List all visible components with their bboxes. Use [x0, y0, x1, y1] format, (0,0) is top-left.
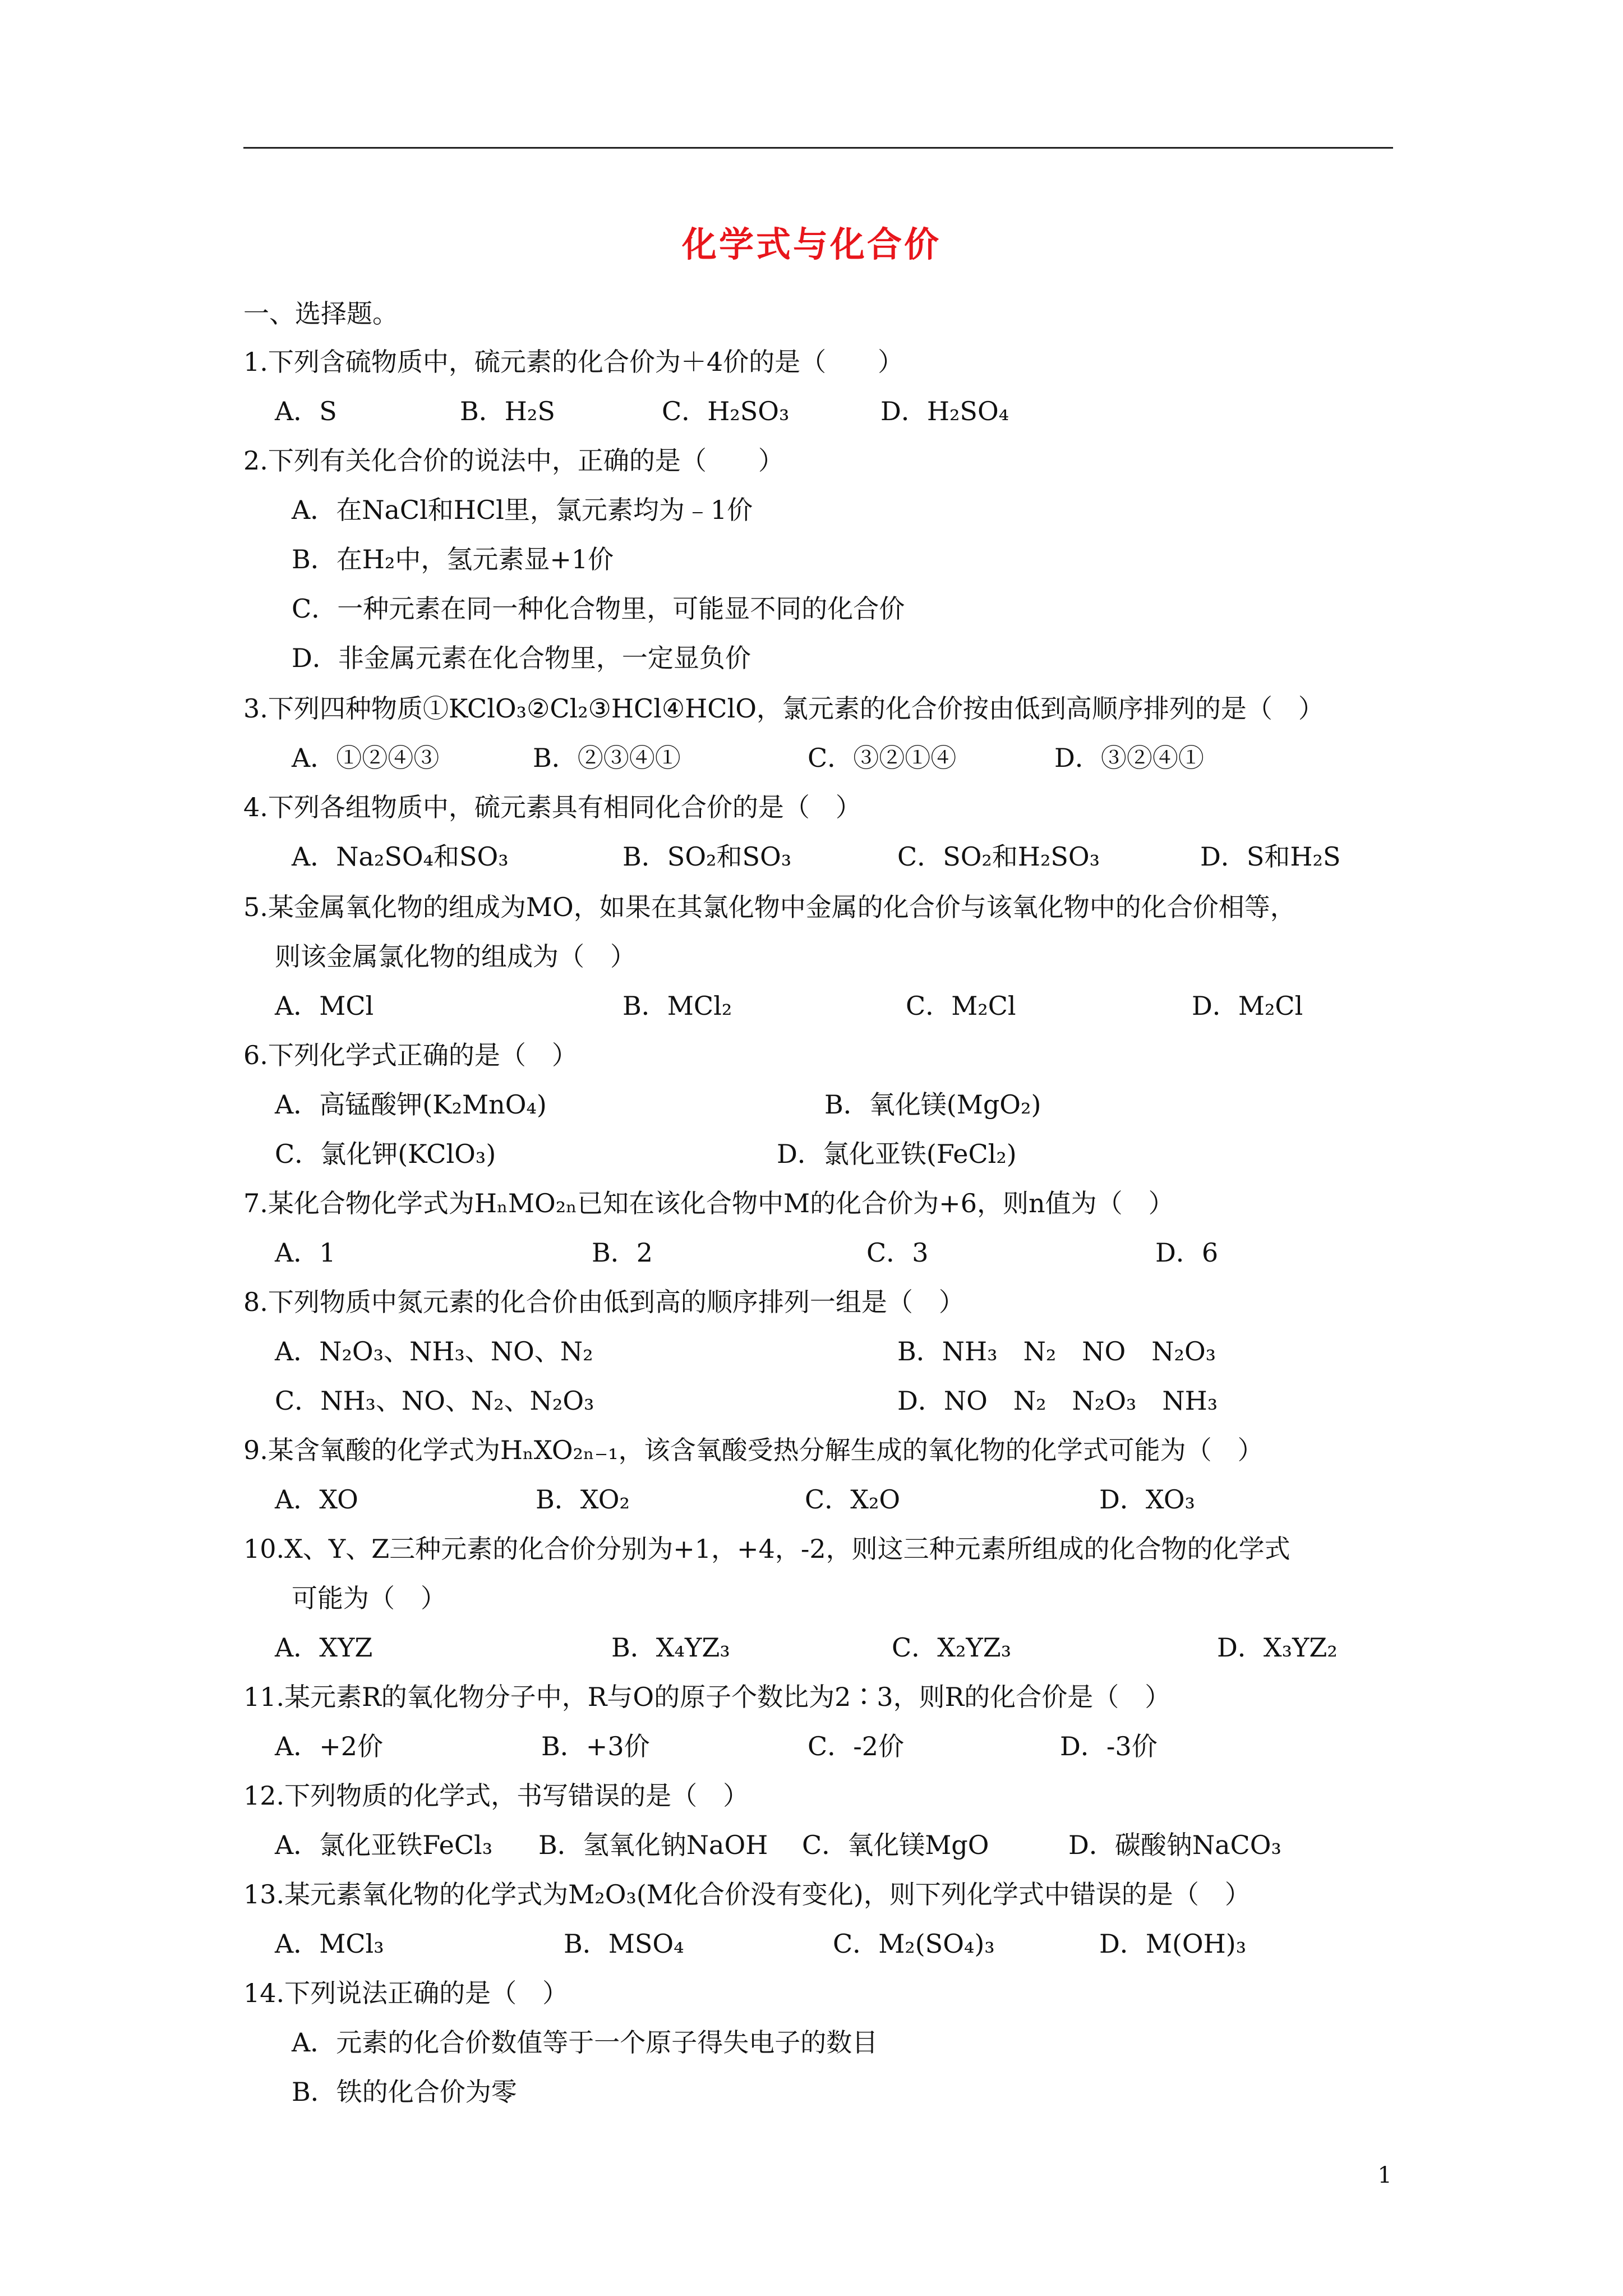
q8-option-b: B．NH₃ N₂ NO N₂O₃: [897, 1336, 1216, 1366]
q6-option-a: A．高锰酸钾(K₂MnO₄): [275, 1089, 547, 1120]
q14-option-b: B．铁的化合价为零: [292, 2077, 517, 2107]
q6-option-b: B．氧化镁(MgO₂): [824, 1089, 1041, 1120]
q3-option-b: B．②③④①: [533, 743, 681, 773]
question-4-stem: 4.下列各组物质中，硫元素具有相同化合价的是（ ）: [243, 792, 861, 822]
q9-option-b: B．XO₂: [536, 1484, 630, 1515]
q5-option-d: D．M₂Cl: [1192, 991, 1303, 1021]
q12-option-d: D．碳酸钠NaCO₃: [1068, 1830, 1281, 1860]
q10-option-b: B．X₄YZ₃: [611, 1632, 730, 1663]
q13-option-a: A．MCl₃: [275, 1929, 384, 1959]
q3-option-a: A．①②④③: [292, 743, 440, 773]
question-14-stem: 14.下列说法正确的是（ ）: [243, 1978, 569, 2008]
q4-option-b: B．SO₂和SO₃: [623, 841, 792, 872]
question-11-stem: 11.某元素R的氧化物分子中，R与O的原子个数比为2∶3，则R的化合价是（ ）: [243, 1682, 1171, 1712]
q10-option-a: A．XYZ: [275, 1632, 373, 1663]
question-3-stem: 3.下列四种物质①KClO₃②Cl₂③HCl④HClO，氯元素的化合价按由低到高顺序排列的是（ ）: [243, 693, 1324, 724]
q12-option-b: B．氢氧化钠NaOH: [538, 1830, 768, 1860]
question-12-stem: 12.下列物质的化学式，书写错误的是（ ）: [243, 1780, 749, 1811]
q2-option-d: D．非金属元素在化合物里，一定显负价: [292, 643, 751, 673]
q6-option-c: C．氯化钾(KClO₃): [275, 1139, 496, 1169]
question-5-stem-cont: 则该金属氯化物的组成为（ ）: [275, 941, 636, 972]
header-rule: [243, 147, 1393, 149]
q6-option-d: D．氯化亚铁(FeCl₂): [777, 1139, 1017, 1169]
question-10-stem: 10.X、Y、Z三种元素的化合价分别为+1，+4，-2，则这三种元素所组成的化合物的化学式: [243, 1534, 1290, 1564]
q12-option-a: A．氯化亚铁FeCl₃: [275, 1830, 493, 1860]
q9-option-c: C．X₂O: [805, 1484, 901, 1515]
page-number: 1: [1377, 2162, 1392, 2188]
question-7-stem: 7.某化合物化学式为HₙMO₂ₙ已知在该化合物中M的化合价为+6，则n值为（ ）: [243, 1188, 1174, 1218]
q5-option-c: C．M₂Cl: [906, 991, 1016, 1021]
q2-option-a: A．在NaCl和HCl里，氯元素均为﹣1价: [292, 495, 753, 525]
q2-option-b: B．在H₂中，氢元素显+1价: [292, 544, 614, 574]
q8-option-c: C．NH₃、NO、N₂、N₂O₃: [275, 1386, 594, 1416]
q7-option-d: D．6: [1155, 1237, 1219, 1268]
question-8-stem: 8.下列物质中氮元素的化合价由低到高的顺序排列一组是（ ）: [243, 1287, 965, 1317]
q14-option-a: A．元素的化合价数值等于一个原子得失电子的数目: [292, 2027, 878, 2058]
q7-option-a: A．1: [275, 1237, 336, 1268]
q13-option-b: B．MSO₄: [564, 1929, 684, 1959]
q1-option-c: C．H₂SO₃: [662, 396, 790, 426]
question-6-stem: 6.下列化学式正确的是（ ）: [243, 1040, 578, 1070]
question-9-stem: 9.某含氧酸的化学式为HₙXO₂ₙ₋₁，该含氧酸受热分解生成的氧化物的化学式可能为（ ）: [243, 1435, 1264, 1465]
question-10-stem-cont: 可能为（ ）: [292, 1583, 446, 1613]
q4-option-c: C．SO₂和H₂SO₃: [897, 841, 1100, 872]
question-1-stem: 1.下列含硫物质中，硫元素的化合价为＋4价的是（ ）: [243, 347, 904, 377]
question-2-stem: 2.下列有关化合价的说法中，正确的是（ ）: [243, 445, 784, 476]
page-title: 化学式与化合价: [681, 224, 941, 265]
q10-option-d: D．X₃YZ₂: [1217, 1632, 1338, 1663]
q13-option-c: C．M₂(SO₄)₃: [833, 1929, 995, 1959]
q4-option-d: D．S和H₂S: [1200, 841, 1341, 872]
q7-option-c: C．3: [866, 1237, 929, 1268]
q12-option-c: C．氧化镁MgO: [802, 1830, 989, 1860]
q4-option-a: A．Na₂SO₄和SO₃: [292, 841, 509, 872]
q1-option-a: A．S: [275, 396, 337, 426]
q8-option-d: D．NO N₂ N₂O₃ NH₃: [897, 1386, 1218, 1416]
q8-option-a: A．N₂O₃、NH₃、NO、N₂: [275, 1336, 593, 1366]
q9-option-d: D．XO₃: [1099, 1484, 1195, 1515]
q5-option-b: B．MCl₂: [623, 991, 732, 1021]
q3-option-d: D．③②④①: [1054, 743, 1204, 773]
q1-option-b: B．H₂S: [460, 396, 555, 426]
q1-option-d: D．H₂SO₄: [880, 396, 1009, 426]
section-heading: 一、选择题。: [243, 298, 398, 329]
q11-option-a: A．+2价: [275, 1731, 384, 1761]
q5-option-a: A．MCl: [275, 991, 374, 1021]
q11-option-c: C．-2价: [808, 1731, 905, 1761]
q3-option-c: C．③②①④: [808, 743, 957, 773]
q2-option-c: C．一种元素在同一种化合物里，可能显不同的化合价: [292, 593, 905, 624]
question-13-stem: 13.某元素氧化物的化学式为M₂O₃(M化合价没有变化)，则下列化学式中错误的是（ ）: [243, 1879, 1251, 1910]
question-5-stem: 5.某金属氧化物的组成为MO，如果在其氯化物中金属的化合价与该氧化物中的化合价相等，: [243, 892, 1296, 922]
q10-option-c: C．X₂YZ₃: [892, 1632, 1012, 1663]
q11-option-b: B．+3价: [541, 1731, 650, 1761]
q9-option-a: A．XO: [275, 1484, 358, 1515]
q7-option-b: B．2: [592, 1237, 653, 1268]
q13-option-d: D．M(OH)₃: [1099, 1929, 1247, 1959]
q11-option-d: D．-3价: [1060, 1731, 1158, 1761]
